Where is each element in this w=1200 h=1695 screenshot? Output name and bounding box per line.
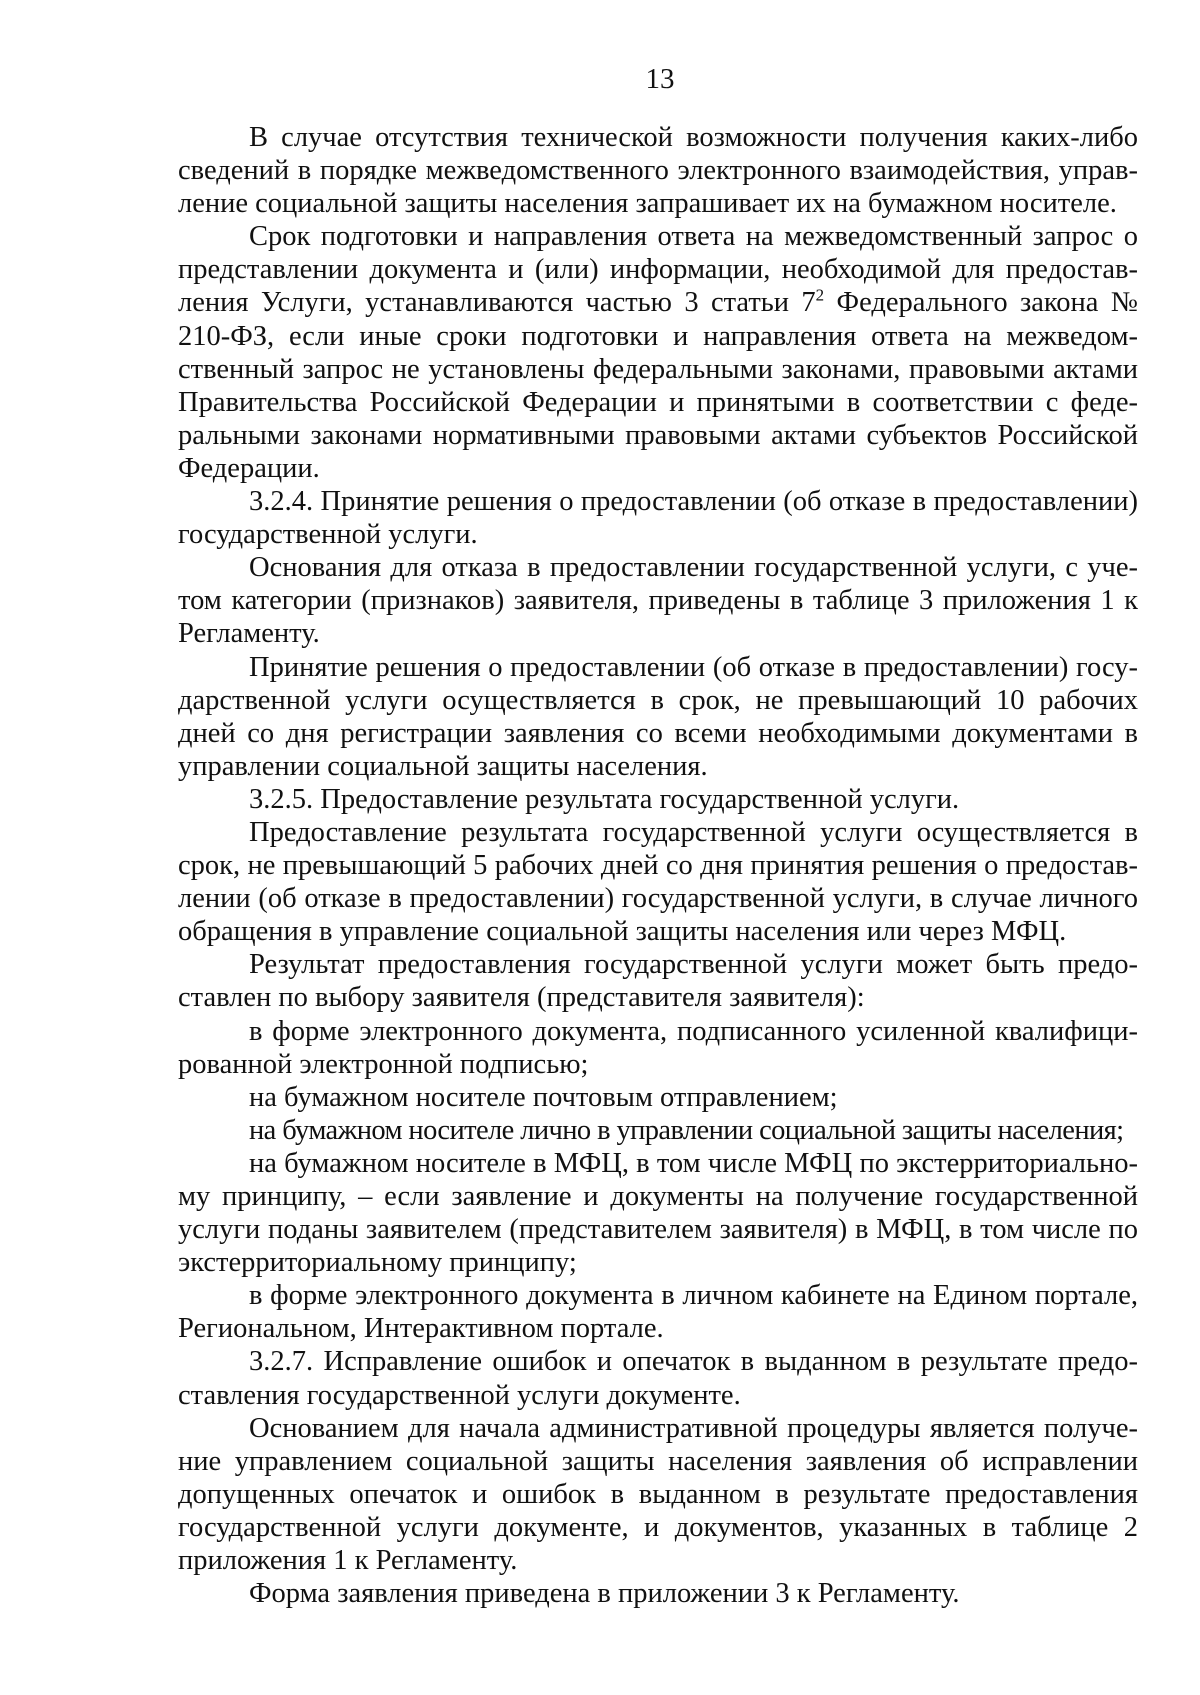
paragraph-no-technical-possibility: В случае отсутствия технической возможности получения каких-либо сведений в порядке межведомственного электронного взаимодействия, управление социальной защиты населения запрашивает их на бумажном носителе. bbox=[178, 122, 1138, 220]
superscript: 2 bbox=[815, 285, 825, 305]
paragraph-correction-basis: Основанием для начала административной процедуры является получение управлением социальной защиты населения заявления об исправлении допущенных опечаток и ошибок в выданном в результате предоставления государственной услуги документе, и документов, указанных в таблице 2 приложения 1 к Регламенту. bbox=[178, 1412, 1138, 1577]
paragraph-result-deadline: Предоставление результата государственной услуги осуществляется в срок, не превышающий 5 рабочих дней со дня принятия решения о предоставлении (об отказе в предоставлении) государственной услуги, в случае личного обращения в управление социальной защиты населения или через МФЦ. bbox=[178, 816, 1138, 948]
section-heading-3-2-7: 3.2.7. Исправление ошибок и опечаток в выданном в результате предоставления государственной услуги документе. bbox=[178, 1346, 1138, 1411]
list-item-electronic-signature: в форме электронного документа, подписанного усиленной квалифицированной электронной подписью; bbox=[178, 1015, 1138, 1080]
paragraph-response-deadline-start: Срок подготовки и направления ответа на межведомственный запрос о представлении документа и (или) информации, необходимой для предоставления Услуги, устанавливаются частью 3 статьи 7 bbox=[178, 221, 1138, 319]
list-item-personal-account: в форме электронного документа в личном кабинете на Едином портале, Региональном, Интерактивном портале. bbox=[178, 1280, 1138, 1345]
paragraph-refusal-grounds: Основания для отказа в предоставлении государственной услуги, с учетом категории (признаков) заявителя, приведены в таблице 3 приложения 1 к Регламенту. bbox=[178, 552, 1138, 650]
list-item-mfc: на бумажном носителе в МФЦ, в том числе МФЦ по экстерриториальному принципу, – если заявление и документы на получение государственной услуги поданы заявителем (представителем заявителя) в МФЦ, в том числе по экстерриториальному принципу; bbox=[178, 1147, 1138, 1279]
document-body bbox=[178, 121, 1138, 1610]
paragraph-application-form: Форма заявления приведена в приложении 3 к Регламенту. bbox=[249, 1578, 960, 1610]
list-item-postal: на бумажном носителе почтовым отправлением; bbox=[249, 1081, 838, 1113]
paragraph-decision-deadline: Принятие решения о предоставлении (об отказе в предоставлении) государственной услуги осуществляется в срок, не превышающий 10 рабочих дней со дня регистрации заявления со всеми необходимыми документами в управлении социальной защиты населения. bbox=[178, 651, 1138, 782]
section-heading-3-2-5: 3.2.5. Предоставление результата государственной услуги. bbox=[249, 783, 960, 815]
paragraph-response-deadline bbox=[178, 220, 1138, 485]
section-heading-3-2-4: 3.2.4. Принятие решения о предоставлении (об отказе в предоставлении) государственной услуги. bbox=[178, 486, 1138, 551]
page-number: 13 bbox=[645, 63, 675, 95]
paragraph-result-options: Результат предоставления государственной услуги может быть предоставлен по выбору заявителя (представителя заявителя): bbox=[178, 949, 1138, 1014]
paragraph-response-deadline-end: Федерального закона № 210-ФЗ, если иные сроки подготовки и направления ответа на межведомственный запрос не установлены федеральными законами, правовыми актами Правительства Российской Федерации и принятыми в соответствии с федеральными законами нормативными правовыми актами субъектов Российской Федерации. bbox=[178, 287, 1138, 484]
list-item-in-person: на бумажном носителе лично в управлении социальной защиты населения; bbox=[249, 1114, 1124, 1146]
